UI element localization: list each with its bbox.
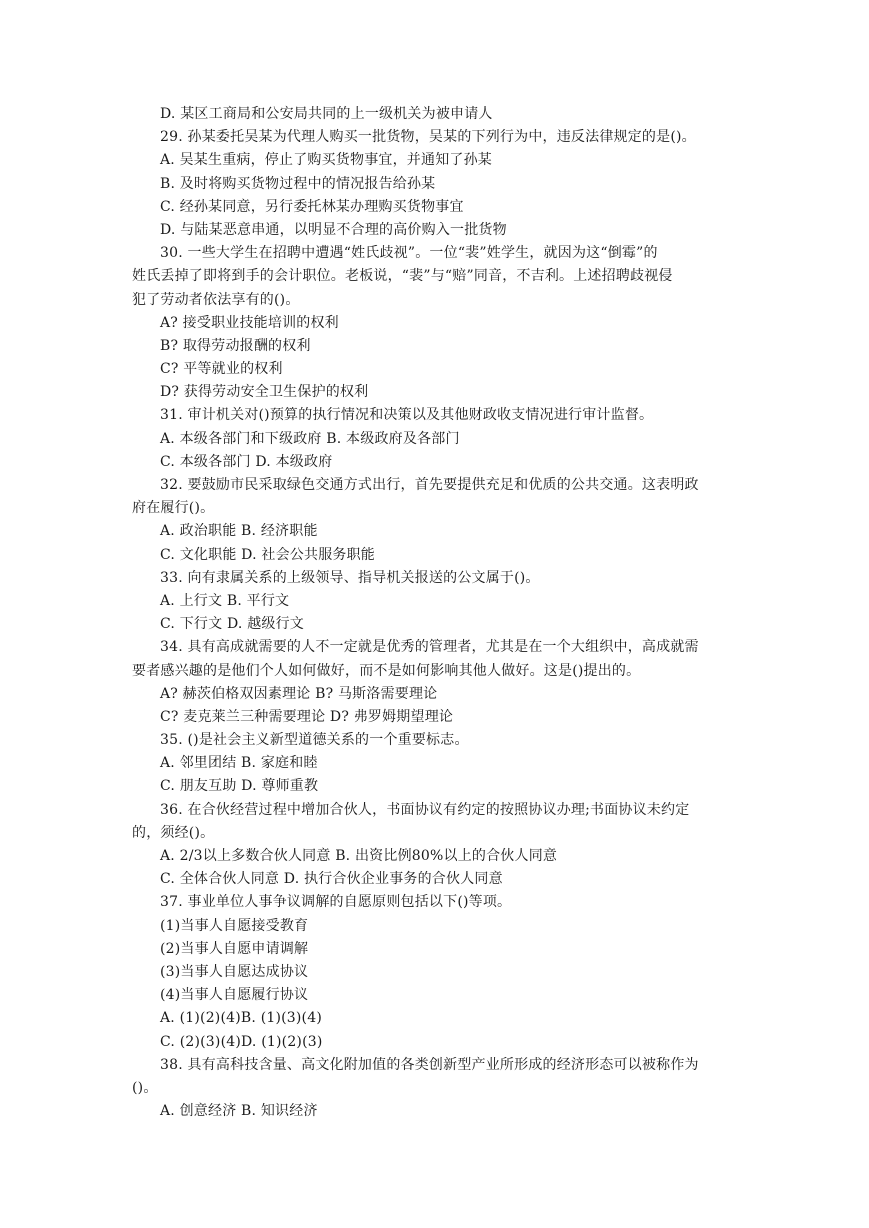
text-line: 要者感兴趣的是他们个人如何做好，而不是如何影响其他人做好。这是()提出的。 (132, 662, 641, 679)
text-line: ()。 (132, 1079, 158, 1096)
text-line: (3)当事人自愿达成协议 (160, 963, 309, 980)
text-line: A. 2/3以上多数合伙人同意 B. 出资比例80%以上的合伙人同意 (160, 848, 558, 864)
text-line: 37. 事业单位人事争议调解的自愿原则包括以下()等项。 (160, 894, 512, 911)
text-line: B. 及时将购买货物过程中的情况报告给孙某 (160, 175, 436, 192)
text-line: C. 全体合伙人同意 D. 执行合伙企业事务的合伙人同意 (160, 871, 503, 888)
text-line: (4)当事人自愿履行协议 (160, 987, 309, 1004)
text-line: D? 获得劳动安全卫生保护的权利 (160, 384, 369, 401)
text-line: D. 某区工商局和公安局共同的上一级机关为被申请人 (160, 106, 493, 122)
text-line: A. 邻里团结 B. 家庭和睦 (160, 755, 318, 772)
text-line: 的，须经()。 (132, 824, 215, 841)
text-line: A? 赫茨伯格双因素理论 B? 马斯洛需要理论 (160, 685, 438, 702)
text-line: C. 文化职能 D. 社会公共服务职能 (160, 546, 375, 563)
text-line: 35. ()是社会主义新型道德关系的一个重要标志。 (160, 732, 469, 749)
text-line: C. 朋友互助 D. 尊师重教 (160, 778, 319, 795)
text-line: 32. 要鼓励市民采取绿色交通方式出行，首先要提供充足和优质的公共交通。这表明政 (160, 477, 699, 493)
text-line: A. (1)(2)(4)B. (1)(3)(4) (160, 1010, 322, 1027)
text-line: 33. 向有隶属关系的上级领导、指导机关报送的公文属于()。 (160, 569, 540, 586)
text-line: (2)当事人自愿申请调解 (160, 940, 309, 957)
text-line: A. 吴某生重病，停止了购买货物事宜，并通知了孙某 (160, 152, 493, 169)
text-line: C. 下行文 D. 越级行文 (160, 616, 304, 633)
text-line: A. 上行文 B. 平行文 (160, 592, 290, 609)
text-line: 31. 审计机关对()预算的执行情况和决策以及其他财政收支情况进行审计监督。 (160, 407, 654, 424)
text-line: C? 麦克莱兰三种需要理论 D? 弗罗姆期望理论 (160, 708, 454, 725)
text-line: A? 接受职业技能培训的权利 (160, 314, 339, 331)
text-line: C. (2)(3)(4)D. (1)(2)(3) (160, 1033, 323, 1050)
text-line: 府在履行()。 (132, 500, 215, 517)
text-line: A. 本级各部门和下级政府 B. 本级政府及各部门 (160, 430, 460, 447)
text-line: C? 平等就业的权利 (160, 361, 283, 378)
text-line: 29. 孙某委托吴某为代理人购买一批货物，吴某的下列行为中，违反法律规定的是()。 (160, 129, 696, 146)
text-line: 34. 具有高成就需要的人不一定就是优秀的管理者，尤其是在一个大组织中，高成就需 (160, 639, 699, 656)
text-line: (1)当事人自愿接受教育 (160, 917, 309, 934)
text-line: C. 经孙某同意，另行委托林某办理购买货物事宜 (160, 198, 464, 215)
text-line: A. 政治职能 B. 经济职能 (160, 523, 318, 540)
text-line: C. 本级各部门 D. 本级政府 (160, 453, 333, 470)
text-line: 姓氏丢掉了即将到手的会计职位。老板说，“裴”与“赔”同音，不吉利。上述招聘歧视侵 (132, 268, 673, 285)
text-line: 犯了劳动者依法享有的()。 (132, 291, 300, 308)
text-line: B? 取得劳动报酬的权利 (160, 337, 311, 354)
text-line: 36. 在合伙经营过程中增加合伙人，书面协议有约定的按照协议办理;书面协议未约定 (160, 801, 690, 818)
document-body (132, 103, 744, 1123)
text-line: A. 创意经济 B. 知识经济 (160, 1103, 318, 1120)
text-line: 30. 一些大学生在招聘中遭遇“姓氏歧视”。一位“裴”姓学生，就因为这“倒霉”的 (160, 245, 658, 262)
text-line: D. 与陆某恶意串通，以明显不合理的高价购入一批货物 (160, 221, 507, 238)
text-line: 38. 具有高科技含量、高文化附加值的各类创新型产业所形成的经济形态可以被称作为 (160, 1056, 699, 1073)
